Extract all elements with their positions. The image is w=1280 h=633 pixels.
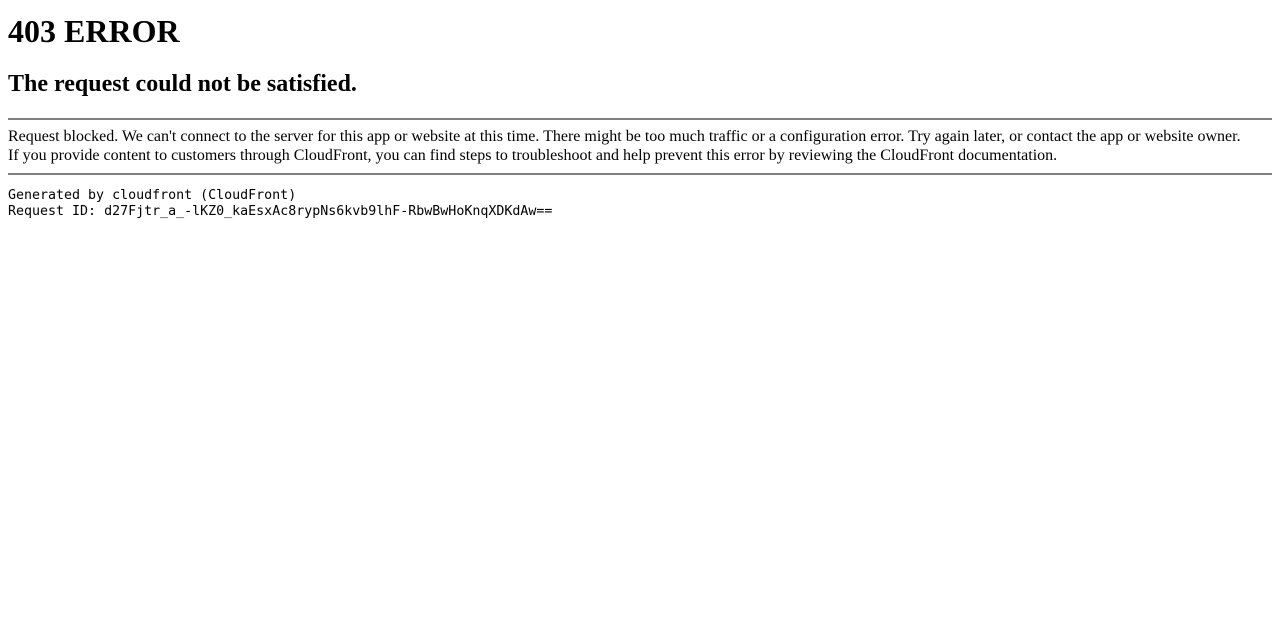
request-id-label: Request ID:: [8, 203, 105, 219]
top-divider: [8, 118, 1272, 120]
error-message-line-2: If you provide content to customers through CloudFront, you can find steps to troubleshoot and help prevent this error by reviewing the CloudFront documentation.: [8, 146, 1058, 164]
error-code-heading: 403 ERROR: [8, 13, 180, 49]
generated-info-block: [8, 188, 1272, 219]
error-message-line-1: Request blocked. We can't connect to the server for this app or website at this time. There might be too much traffic or a configuration error. Try again later, or contact the app or website owner.: [8, 128, 1241, 146]
error-message: [8, 128, 1272, 165]
bottom-divider: [8, 173, 1272, 175]
generated-by-line: Generated by cloudfront (CloudFront): [8, 188, 297, 204]
request-id-value: d27Fjtr_a_-lKZ0_kaEsxAc8rypNs6kvb9lhF-RbwBwHoKnqXDKdAw==: [104, 203, 553, 219]
error-subtitle: The request could not be satisfied.: [8, 70, 357, 97]
request-id-line: [8, 204, 552, 219]
